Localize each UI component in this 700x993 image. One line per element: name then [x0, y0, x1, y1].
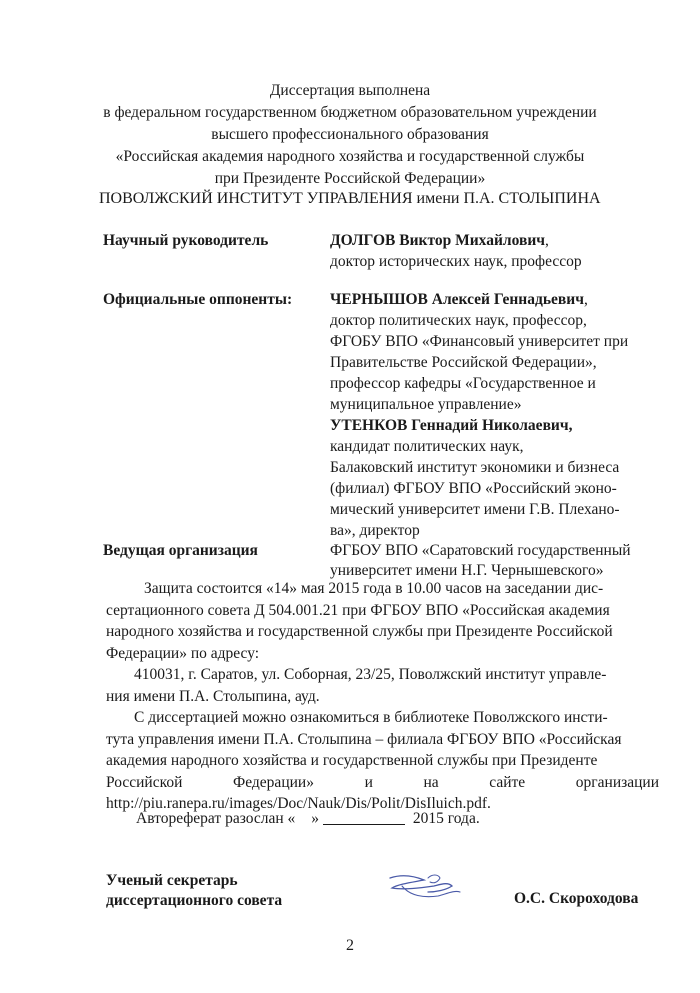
signature-image: [384, 868, 466, 908]
opponent-1-detail: ФГОБУ ВПО «Финансовый университет при: [330, 333, 629, 350]
library-word: сайте: [489, 773, 526, 791]
opponent-2-detail: ва», директор: [330, 522, 420, 539]
opponent-1-detail: профессор кафедры «Государственное и: [330, 375, 596, 392]
library-line: академия народного хозяйства и государственной службы при Президенте: [106, 752, 598, 769]
opponent-2-name: УТЕНКОВ Геннадий Николаевич,: [330, 417, 573, 434]
supervisor-name: ДОЛГОВ Виктор Михайлович: [330, 232, 545, 249]
mailed-suffix: 2015 года.: [412, 810, 480, 827]
library-word: на: [423, 773, 439, 791]
library-word: Федерации»: [233, 773, 314, 791]
defense-line: Федерации» по адресу:: [106, 644, 260, 662]
opponent-2-detail: (филиал) ФГБОУ ВПО «Российский эконо-: [330, 480, 617, 497]
library-paragraph: [106, 707, 659, 815]
library-url: http://piu.ranepa.ru/images/Doc/Nauk/Dis/Polit/DisIluich.pdf.: [106, 795, 491, 812]
address-line: ния имени П.А. Столыпина, ауд.: [106, 687, 320, 705]
header-line: в федеральном государственном бюджетном образовательном учреждении: [103, 104, 597, 121]
header-line: высшего профессионального образования: [211, 126, 489, 143]
defense-paragraph: [106, 578, 659, 664]
mailed-line: [136, 808, 480, 829]
opponent-2-detail: кандидат политических наук,: [330, 438, 524, 455]
supervisor-name-line: ДОЛГОВ Виктор Михайлович,: [330, 232, 549, 249]
header-line: Диссертация выполнена: [269, 82, 431, 99]
opponent-1-name-line: ЧЕРНЫШОВ Алексей Геннадьевич,: [330, 291, 588, 308]
secretary-name: О.С. Скороходова: [514, 890, 639, 907]
opponent-2-detail: Балаковский институт экономики и бизнеса: [330, 459, 620, 476]
opponent-1-detail: доктор политических наук, профессор,: [330, 312, 587, 329]
mailed-mid: »: [311, 810, 320, 827]
library-word: Российской: [106, 773, 183, 791]
institute-name: ПОВОЛЖСКИЙ ИНСТИТУТ УПРАВЛЕНИЯ имени П.А. СТОЛЫПИНА: [99, 190, 601, 207]
defense-line: народного хозяйства и государственной службы при Президенте Российской: [106, 623, 613, 640]
header-line: при Президенте Российской Федерации»: [214, 170, 486, 187]
library-word: и: [364, 773, 373, 791]
leading-org-line: университет имени Н.Г. Чернышевского»: [330, 562, 604, 579]
leading-org-line: ФГБОУ ВПО «Саратовский государственный: [330, 542, 631, 559]
date-blank-line: [323, 810, 405, 825]
opponent-1-detail: муниципальное управление»: [330, 396, 522, 413]
secretary-title-line2: диссертационного совета: [106, 892, 283, 909]
header-line: «Российская академия народного хозяйства и государственной службы: [115, 148, 585, 165]
opponents-label: Официальные оппоненты:: [103, 291, 293, 308]
supervisor-label: Научный руководитель: [103, 232, 269, 249]
library-spread-line: [106, 772, 659, 794]
supervisor-details: доктор исторических наук, профессор: [330, 253, 582, 270]
defense-line: сертационного совета Д 504.001.21 при ФГБОУ ВПО «Российская академия: [106, 601, 610, 619]
leading-org-label: Ведущая организация: [103, 542, 258, 559]
address-paragraph: [106, 664, 659, 707]
address-line: 410031, г. Саратов, ул. Соборная, 23/25, Поволжский институт управле-: [134, 666, 607, 683]
library-line: тута управления имени П.А. Столыпина – филиала ФГБОУ ВПО «Российская: [106, 730, 622, 748]
library-word: организации: [575, 773, 659, 791]
header-block: [0, 80, 700, 190]
page-number: 2: [346, 937, 354, 954]
opponent-2-detail: мический университет имени Г.В. Плехано-: [330, 501, 620, 518]
opponent-1-name: ЧЕРНЫШОВ Алексей Геннадьевич: [330, 291, 584, 308]
secretary-title-line1: Ученый секретарь: [106, 872, 238, 889]
opponent-1-detail: Правительстве Российской Федерации»,: [330, 354, 597, 371]
defense-line: Защита состоится «14» мая 2015 года в 10.00 часов на заседании дис-: [144, 580, 604, 597]
library-line: С диссертацией можно ознакомиться в библиотеке Поволжского инсти-: [134, 709, 608, 726]
mailed-prefix: Автореферат разослан «: [136, 810, 296, 827]
